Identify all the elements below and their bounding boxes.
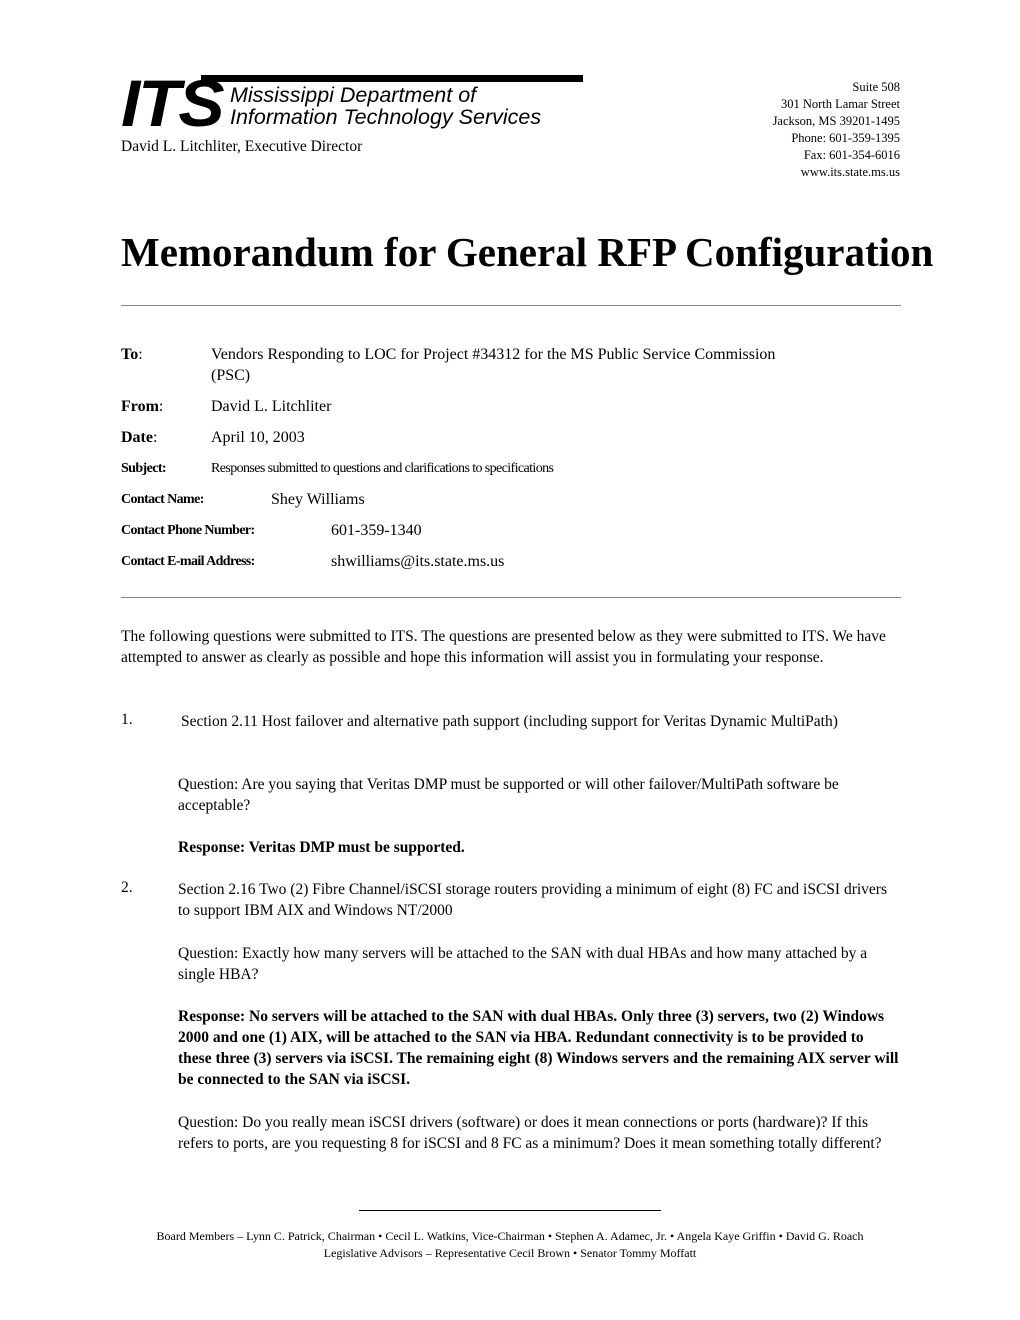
date-value: April 10, 2003 [211, 429, 305, 446]
address-website[interactable]: www.its.state.ms.us [800, 165, 900, 179]
item-2-section: Section 2.16 Two (2) Fibre Channel/iSCSI storage routers providing a minimum of eight (8) FC and iSCSI drivers to support IBM AIX and Windows NT/2000 [178, 881, 887, 919]
to-value-line2: (PSC) [211, 367, 251, 384]
divider-bottom [121, 597, 901, 598]
contact-phone-value: 601-359-1340 [331, 522, 422, 539]
contact-name-label: Contact Name: [121, 492, 204, 507]
item-2-number: 2. [121, 879, 133, 896]
from-label: From: [121, 398, 164, 415]
address-street: 301 North Lamar Street [780, 97, 900, 111]
item-1-section: Section 2.11 Host failover and alternative path support (including support for Veritas Dynamic MultiPath) [181, 713, 838, 730]
subject-label: Subject: [121, 461, 166, 476]
address-fax: Fax: 601-354-6016 [803, 148, 900, 162]
date-label: Date: [121, 429, 158, 446]
to-label: To: [121, 346, 143, 363]
contact-email-value[interactable]: shwilliams@its.state.ms.us [331, 553, 505, 570]
item-2-response: Response: No servers will be attached to the SAN with dual HBAs. Only three (3) servers, two (2) Windows 2000 and one (1) AIX, will be attached to the SAN via HBA. Redundant connectivity is to be provided to these three (3) servers via iSCSI. The remaining eight (8) Windows servers and the remaining AIX server will be connected to the SAN via iSCSI. [178, 1008, 899, 1088]
from-value: David L. Litchliter [211, 398, 332, 415]
item-1-question: Question: Are you saying that Veritas DMP must be supported or will other failover/MultiPath software be acceptable? [178, 776, 839, 814]
memo-title: Memorandum for General RFP Configuration [121, 229, 934, 275]
its-logo: ITS [121, 66, 223, 140]
item-1-number: 1. [121, 711, 133, 728]
address-block [773, 79, 900, 181]
logo-bar [201, 75, 583, 82]
logo-line-1: Mississippi Department of [230, 83, 477, 107]
address-city: Jackson, MS 39201-1495 [772, 114, 900, 128]
address-suite: Suite 508 [852, 80, 900, 94]
contact-phone-label: Contact Phone Number: [121, 523, 255, 538]
divider-top [121, 305, 901, 306]
to-value-line1: Vendors Responding to LOC for Project #34312 for the MS Public Service Commission [211, 346, 776, 363]
logo-line-2: Information Technology Services [230, 105, 542, 129]
contact-name-value: Shey Williams [271, 491, 365, 508]
address-phone: Phone: 601-359-1395 [791, 131, 900, 145]
item-2-question-2: Question: Do you really mean iSCSI drivers (software) or does it mean connections or ports (hardware)? If this refers to ports, are you requesting 8 for iSCSI and 8 FC as a minimum? Does it mean something totally different? [178, 1114, 882, 1152]
contact-email-label: Contact E-mail Address: [121, 554, 255, 569]
executive-director: David L. Litchliter, Executive Director [121, 138, 363, 155]
footer-legislative-advisors: Legislative Advisors – Representative Cecil Brown • Senator Tommy Moffatt [323, 1246, 697, 1260]
subject-value: Responses submitted to questions and clarifications to specifications [211, 461, 554, 476]
item-2-question: Question: Exactly how many servers will be attached to the SAN with dual HBAs and how many attached by a single HBA? [178, 945, 868, 983]
footer-board-members: Board Members – Lynn C. Patrick, Chairman • Cecil L. Watkins, Vice-Chairman • Stephen A. Adamec, Jr. • Angela Kaye Griffin • David G. Roach [156, 1229, 864, 1243]
footer-rule [359, 1210, 661, 1211]
item-1-response: Response: Veritas DMP must be supported. [178, 839, 465, 856]
intro-paragraph: The following questions were submitted to ITS. The questions are presented below as they were submitted to ITS. We have attempted to answer as clearly as possible and hope this information will assist you in formulating your response. [121, 628, 886, 666]
